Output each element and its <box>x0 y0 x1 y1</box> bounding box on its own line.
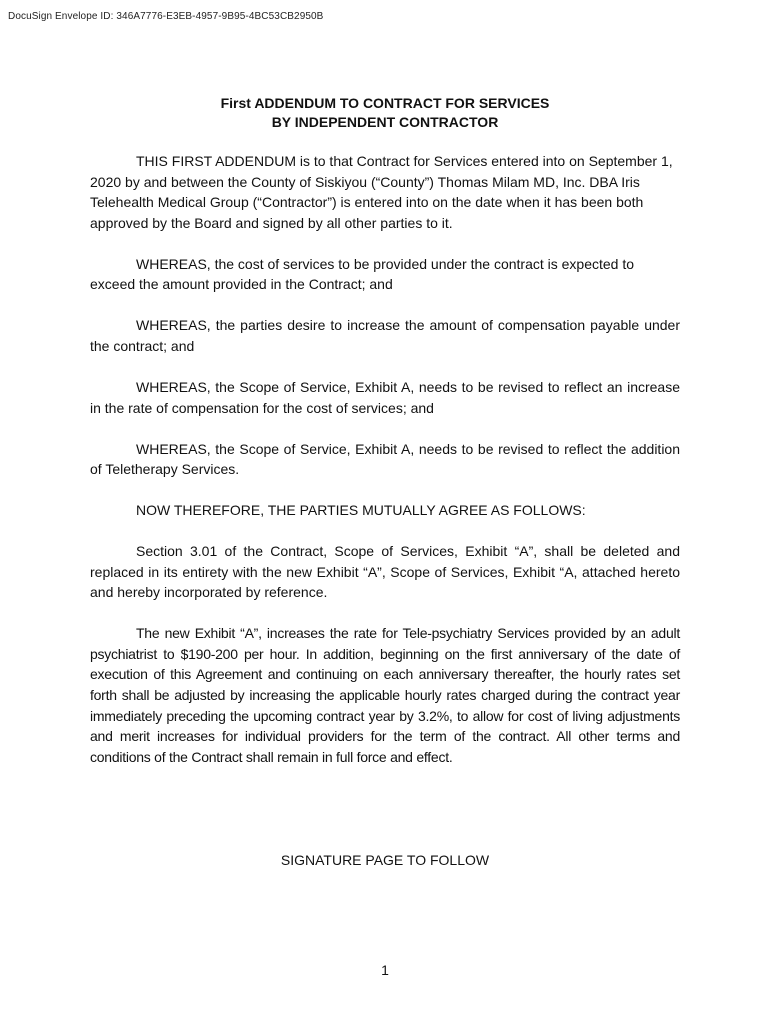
now-therefore-paragraph: NOW THEREFORE, THE PARTIES MUTUALLY AGREE AS FOLLOWS: <box>136 502 586 519</box>
new-exhibit-paragraph: The new Exhibit “A”, increases the rate for Tele-psychiatry Services provided by an adult psychiatrist to $190-200 per hour. In addition, beginning on the first anniversary of the date of execution of this Agreement and continuing on each anniversary thereafter, the hourly rates set forth shall be adjusted by increasing the applicable hourly rates charged during the contract year immediately preceding the upcoming contract year by 3.2%, to allow for cost of living adjustments and merit increases for individual providers for the term of the contract. All other terms and conditions of the Contract shall remain in full force and effect. <box>90 625 680 765</box>
whereas-rate-paragraph: WHEREAS, the Scope of Service, Exhibit A, needs to be revised to reflect an increase in the rate of compensation for the cost of services; and <box>90 378 680 416</box>
whereas-cost-paragraph: WHEREAS, the cost of services to be provided under the contract is expected to exceed the amount provided in the Contract; and <box>90 255 635 293</box>
document-title-line-1: First ADDENDUM TO CONTRACT FOR SERVICES <box>220 95 550 111</box>
page-number: 1 <box>381 962 389 978</box>
document-title-line-2: BY INDEPENDENT CONTRACTOR <box>271 114 499 130</box>
document-body <box>90 151 680 788</box>
whereas-compensation-paragraph: WHEREAS, the parties desire to increase the amount of compensation payable under the contract; and <box>90 317 680 354</box>
signature-page-note: SIGNATURE PAGE TO FOLLOW <box>280 852 490 868</box>
intro-paragraph: THIS FIRST ADDENDUM is to that Contract for Services entered into on September 1, 2020 by and between the County of Siskiyou (“County”) Thomas Milam MD, Inc. DBA Iris Telehealth Medical Group (“Contractor”) is entered into on the date when it has been both approved by the Board and signed by all other parties to it. <box>90 153 673 231</box>
whereas-teletherapy-paragraph: WHEREAS, the Scope of Service, Exhibit A, needs to be revised to reflect the addition of Teletherapy Services. <box>90 440 680 478</box>
docusign-envelope-id: DocuSign Envelope ID: 346A7776-E3EB-4957-9B95-4BC53CB2950B <box>8 11 324 22</box>
section-301-paragraph: Section 3.01 of the Contract, Scope of Services, Exhibit “A”, shall be deleted and replaced in its entirety with the new Exhibit “A”, Scope of Services, Exhibit “A, attached hereto and hereby incorporated by reference. <box>90 543 680 601</box>
